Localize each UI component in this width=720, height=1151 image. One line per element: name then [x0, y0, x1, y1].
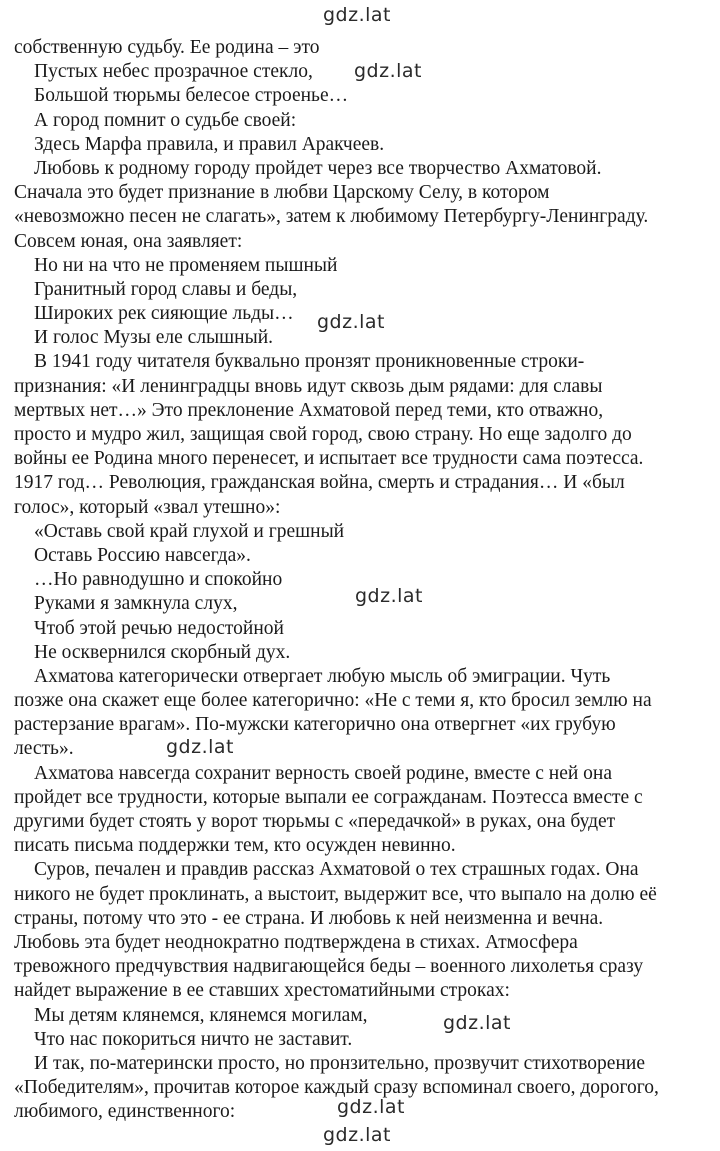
text-line: Ахматова навсегда сохранит верность своей родине, вместе с ней она — [34, 762, 613, 784]
text-line: найдет выражение в ее ставших хрестоматийными строках: — [14, 980, 510, 1002]
text-line: тревожного предчувствия надвигающейся беды – военного лихолетья сразу — [14, 956, 644, 978]
text-line: «Победителям», прочитав которое каждый сразу вспоминал своего, дорогого, — [14, 1077, 659, 1099]
watermark: gdz.lat — [443, 1012, 512, 1034]
text-line: А город помнит о судьбе своей: — [34, 109, 297, 131]
text-line: Сначала это будет признание в любви Царскому Селу, в котором — [14, 182, 550, 204]
text-line: Руками я замкнула слух, — [34, 593, 238, 615]
text-line: Большой тюрьмы белесое строенье… — [34, 85, 349, 107]
text-line: собственную судьбу. Ее родина – это — [14, 37, 320, 58]
text-line: Пустых небес прозрачное стекло, — [34, 61, 313, 83]
text-line: «Оставь свой край глухой и грешный — [34, 520, 345, 542]
text-line: Что нас покориться ничто не заставит. — [34, 1028, 353, 1050]
watermark: gdz.lat — [323, 4, 392, 26]
text-line: Чтоб этой речью недостойной — [34, 617, 284, 639]
text-line: Не осквернился скорбный дух. — [34, 641, 291, 663]
text-line: 1917 год… Революция, гражданская война, смерть и страдания… И «был — [14, 472, 625, 494]
text-line: Здесь Марфа правила, и правил Аракчеев. — [34, 133, 385, 155]
watermark: gdz.lat — [355, 585, 424, 607]
text-line: Суров, печален и правдив рассказ Ахматовой о тех страшных годах. Она — [34, 859, 639, 881]
watermark: gdz.lat — [166, 736, 235, 758]
text-line: «невозможно песен не слагать», затем к любимому Петербургу-Ленинграду. — [14, 206, 649, 228]
text-line: И голос Музы еле слышный. — [34, 327, 274, 349]
text-line: любимого, единственного: — [14, 1101, 236, 1123]
text-line: Широких рек сияющие льды… — [34, 303, 294, 325]
text-line: Но ни на что не променяем пышный — [34, 254, 338, 276]
text-line: лесть». — [14, 738, 74, 760]
text-line: Любовь эта будет неоднократно подтверждена в стихах. Атмосфера — [14, 931, 578, 953]
text-line: страны, потому что это - ее страна. И любовь к ней неизменна и вечна. — [14, 907, 604, 929]
text-line: Совсем юная, она заявляет: — [14, 230, 243, 252]
text-line: растерзание врагам». По-мужски категорично она отвергнет «их грубую — [14, 714, 616, 736]
text-line: Гранитный город славы и беды, — [34, 278, 298, 300]
text-line: другими будет стоять у ворот тюрьмы с «передачкой» в руках, она будет — [14, 811, 616, 832]
text-line: никого не будет проклинать, а выстоит, выдержит все, что выпало на долю её — [14, 883, 657, 905]
body-text — [14, 36, 714, 1124]
watermark: gdz.lat — [337, 1096, 406, 1118]
text-line: пройдет все трудности, которые выпали ее согражданам. Поэтесса вместе с — [14, 786, 643, 808]
text-line: Мы детям клянемся, клянемся могилам, — [34, 1004, 368, 1026]
text-line: признания: «И ленинградцы вновь идут сквозь дым рядами: для славы — [14, 375, 603, 397]
watermark: gdz.lat — [354, 60, 423, 82]
text-line: писать письма поддержки тем, кто осужден невинно. — [14, 835, 456, 857]
text-line: И так, по-матерински просто, но пронзительно, прозвучит стихотворение — [34, 1052, 645, 1074]
text-line: …Но равнодушно и спокойно — [34, 569, 283, 591]
text-line: мертвых нет…» Это преклонение Ахматовой перед теми, кто отважно, — [14, 399, 604, 421]
text-line: войны ее Родина много перенесет, и испытает все трудности сама поэтесса. — [14, 448, 644, 470]
text-line: позже она скажет еще более категорично: «Не с теми я, кто бросил землю на — [14, 690, 652, 712]
watermark: gdz.lat — [317, 311, 386, 333]
text-line: просто и мудро жил, защищая свой город, свою страну. Но еще задолго до — [14, 424, 632, 445]
text-line: голос», который «звал утешно»: — [14, 496, 281, 518]
watermark: gdz.lat — [323, 1124, 392, 1146]
text-line: Любовь к родному городу пройдет через все творчество Ахматовой. — [34, 157, 602, 179]
text-line: Ахматова категорически отвергает любую мысль об эмиграции. Чуть — [34, 665, 611, 687]
text-line: Оставь Россию навсегда». — [34, 544, 251, 566]
text-line: В 1941 году читателя буквально пронзят проникновенные строки- — [34, 351, 585, 373]
